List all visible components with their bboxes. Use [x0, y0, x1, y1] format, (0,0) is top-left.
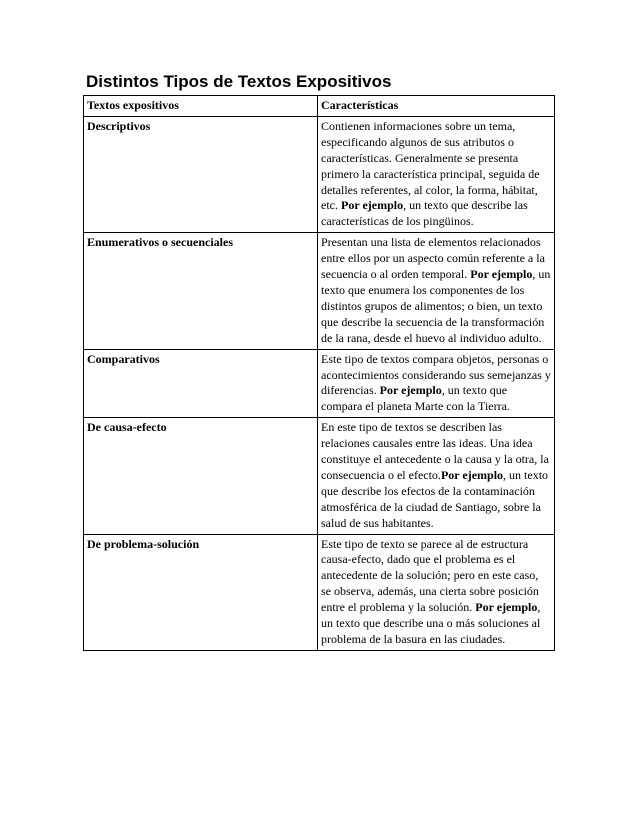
table-row	[84, 349, 555, 418]
table-row	[84, 116, 555, 232]
description-text: Contienen informaciones sobre un tema, especificando algunos de sus atributos o características. Generalmente se presenta primero la característica principal, seguida de detalles referentes, al color, la forma, hábitat, etc.	[321, 118, 540, 213]
table-row	[84, 534, 555, 650]
description-text: , un texto que describe una o más soluciones al problema de la basura en las ciudades.	[321, 600, 541, 646]
example-label: Por ejemplo	[470, 267, 533, 282]
row-description-cell	[318, 116, 555, 232]
header-cell-type: Textos expositivos	[84, 96, 318, 117]
document-title: Distintos Tipos de Textos Expositivos	[86, 72, 392, 91]
row-type-cell: Enumerativos o secuenciales	[84, 233, 318, 349]
example-label: Por ejemplo	[475, 600, 538, 615]
example-label: Por ejemplo	[440, 467, 504, 482]
table-row	[84, 418, 555, 534]
description-text: , un texto que describe las características de los pingüinos.	[321, 198, 528, 229]
description-text: , un texto que compara el planeta Marte con la Tierra.	[321, 383, 510, 414]
table-row	[84, 233, 555, 349]
description-text: Este tipo de textos compara objetos, personas o acontecimientos considerando sus semejanzas y diferencias.	[321, 351, 551, 398]
example-label: Por ejemplo	[341, 198, 404, 213]
description-text: , un texto que enumera los componentes de los distintos grupos de alimentos; o bien, un texto que describe la secuencia de la transformación de la rana, desde el huevo al individuo adulto.	[321, 267, 551, 345]
description-text: , un texto que describe los efectos de la contaminación atmosférica de la ciudad de Santiago, sobre la salud de sus habitantes.	[321, 467, 549, 530]
row-type-cell: Comparativos	[84, 349, 318, 418]
row-description-cell	[318, 233, 555, 349]
description-text: Este tipo de texto se parece al de estructura causa-efecto, dado que el problema es el antecedente de la solución; pero en este caso, se observa, además, una cierta sobre posición entre el problema y la solución.	[321, 536, 539, 615]
description-text: En este tipo de textos se describen las relaciones causales entre las ideas. Una idea constituye el antecedente o la causa y la otra, la consecuencia o el efecto.	[321, 420, 549, 482]
row-description-cell	[318, 418, 555, 534]
row-description-cell	[318, 349, 555, 418]
table-header-row	[84, 96, 555, 117]
row-description-cell	[318, 534, 555, 650]
header-cell-features: Características	[318, 96, 555, 117]
row-type-cell: De problema-solución	[84, 534, 318, 650]
row-type-cell: De causa-efecto	[84, 418, 318, 534]
description-text: Presentan una lista de elementos relacionados entre ellos por un aspecto común referente a la secuencia o al orden temporal.	[321, 235, 545, 282]
row-type-cell: Descriptivos	[84, 116, 318, 232]
expository-text-types-table	[83, 95, 555, 651]
example-label: Por ejemplo	[379, 383, 442, 398]
